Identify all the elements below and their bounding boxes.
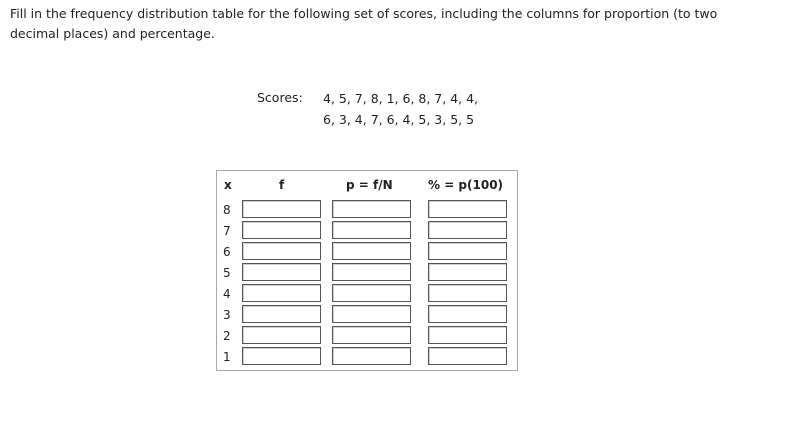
- row-x-value: 1: [223, 350, 231, 364]
- instructions-text: Fill in the frequency distribution table for the following set of scores, including the columns for proportion (to two decimal places) and percentage.: [10, 6, 718, 41]
- proportion-input[interactable]: [332, 221, 411, 239]
- frequency-input[interactable]: [242, 263, 321, 281]
- proportion-input[interactable]: [332, 284, 411, 302]
- scores-label: Scores:: [257, 90, 303, 105]
- row-x-value: 7: [223, 224, 231, 238]
- proportion-input[interactable]: [332, 305, 411, 323]
- header-proportion: p = f/N: [346, 178, 393, 192]
- scores-values: [323, 88, 478, 130]
- header-x: x: [224, 178, 232, 192]
- scores-line-2: 6, 3, 4, 7, 6, 4, 5, 3, 5, 5: [323, 112, 475, 127]
- proportion-input[interactable]: [332, 347, 411, 365]
- table-row: [217, 284, 517, 305]
- header-percentage: % = p(100): [428, 178, 504, 192]
- row-x-value: 6: [223, 245, 231, 259]
- table-row: [217, 221, 517, 242]
- frequency-input[interactable]: [242, 347, 321, 365]
- percentage-input[interactable]: [428, 263, 507, 281]
- percentage-input[interactable]: [428, 326, 507, 344]
- proportion-input[interactable]: [332, 263, 411, 281]
- percentage-input[interactable]: [428, 305, 507, 323]
- table-row: [217, 200, 517, 221]
- table-row: [217, 263, 517, 284]
- frequency-input[interactable]: [242, 305, 321, 323]
- row-x-value: 8: [223, 203, 231, 217]
- row-x-value: 3: [223, 308, 231, 322]
- row-x-value: 4: [223, 287, 231, 301]
- row-x-value: 5: [223, 266, 231, 280]
- frequency-input[interactable]: [242, 221, 321, 239]
- percentage-input[interactable]: [428, 347, 507, 365]
- row-x-value: 2: [223, 329, 231, 343]
- percentage-input[interactable]: [428, 221, 507, 239]
- table-row: [217, 326, 517, 347]
- table-row: [217, 242, 517, 263]
- header-f: f: [279, 178, 285, 192]
- proportion-input[interactable]: [332, 242, 411, 260]
- scores-line-1: 4, 5, 7, 8, 1, 6, 8, 7, 4, 4,: [323, 91, 479, 106]
- table-row: [217, 305, 517, 326]
- frequency-input[interactable]: [242, 200, 321, 218]
- frequency-input[interactable]: [242, 326, 321, 344]
- proportion-input[interactable]: [332, 326, 411, 344]
- percentage-input[interactable]: [428, 284, 507, 302]
- proportion-input[interactable]: [332, 200, 411, 218]
- percentage-input[interactable]: [428, 242, 507, 260]
- frequency-input[interactable]: [242, 284, 321, 302]
- table-row: [217, 347, 517, 368]
- percentage-input[interactable]: [428, 200, 507, 218]
- frequency-table: [216, 170, 518, 371]
- frequency-input[interactable]: [242, 242, 321, 260]
